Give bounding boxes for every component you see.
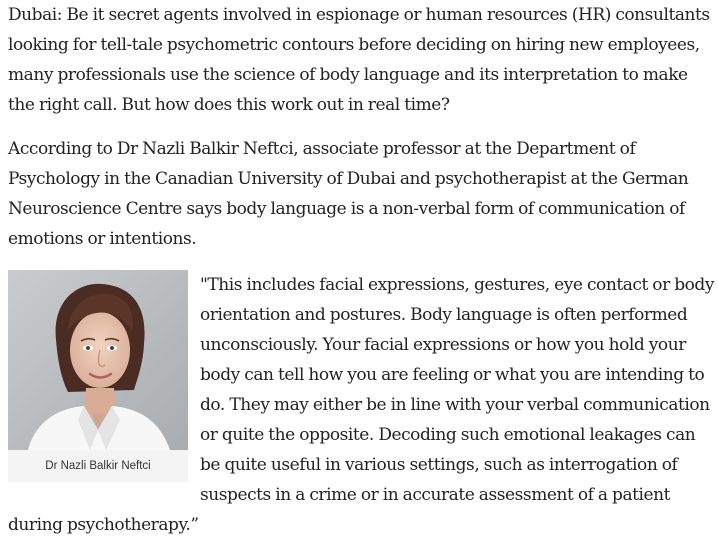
article-paragraph-attribution: According to Dr Nazli Balkir Neftci, associate professor at the Department of Psychology in the Canadian University of Dubai and psychotherapist at the German Neuroscience Centre says body language is a non-verbal form of communication of emotions or intentions. [8,139,689,249]
portrait-photo[interactable] [8,270,188,450]
article-paragraph-intro: Dubai: Be it secret agents involved in espionage or human resources (HR) consultants looking for tell-tale psychometric contours before deciding on hiring new employees, many professionals use the science of body language and its interpretation to make the right call. But how does this work out in real time? [8,5,710,115]
portrait-caption: Dr Nazli Balkir Neftci [45,460,151,472]
portrait-figure [8,270,188,482]
article-paragraph-quote: "This includes facial expressions, gestures, eye contact or body orientation and postures. Body language is often performed unconsciously. Your facial expressions or how you hold your body can tell how you are feeling or what you are intending to do. They may either be in line with your verbal communication or quite the opposite. Decoding such emotional leakages can be quite useful in various settings, such as interrogation of suspects in a crime or in accurate assessment of a patient during psychotherapy.” [8,275,715,535]
